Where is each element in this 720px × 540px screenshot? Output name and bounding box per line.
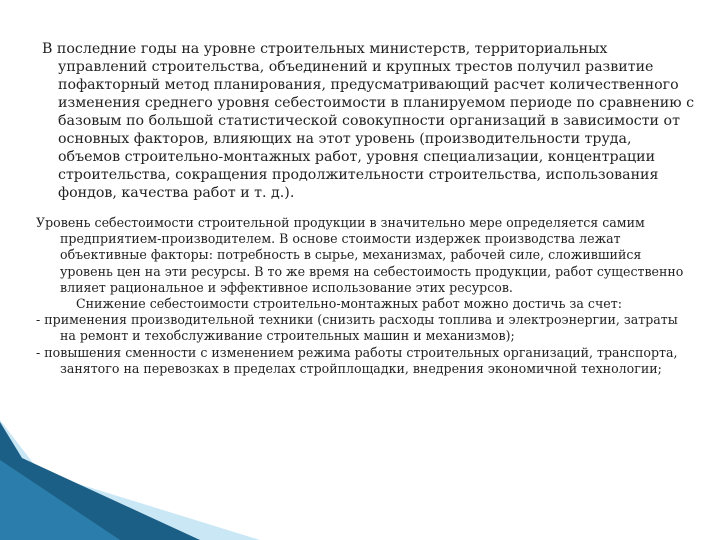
intro-paragraph xyxy=(42,40,698,202)
cost-level-paragraph: Уровень себестоимости строительной продукции в значительно мере определяется самим предприятием-производителем. В основе стоимости издержек производства лежат объективные факторы: потребность в сырье, механизмах, рабочей силе, сложившийся уровень цен на эти ресурсы. В то же время на себестоимость продукции, работ существенно влияет рациональное и эффективное использование этих ресурсов. xyxy=(36,215,684,295)
list-item: - повышения сменности с изменением режима работы строительных организаций, транспорта, занятого на перевозках в пределах стройплощадки, внедрения экономичной технологии; xyxy=(36,344,678,376)
cost-reduction-heading: Снижение себестоимости строительно-монтажных работ можно достичь за счет: xyxy=(76,296,622,312)
list-item: - применения производительной техники (снизить расходы топлива и электроэнергии, затраты на ремонт и техобслуживание строительных машин и механизмов); xyxy=(36,312,678,344)
corner-decoration xyxy=(0,420,720,540)
intro-paragraph-text: В последние годы на уровне строительных министерств, территориальных управлений строительства, объединений и крупных трестов получил развитие пофакторный метод планирования, предусматривающий расчет количественного изменения среднего уровня себестоимости в планируемом периоде по сравнению с базовым по большой статистической совокупности организаций в зависимости от основных факторов, влияющих на этот уровень (производительности труда, объемов строительно-монтажных работ, уровня специализации, концентрации строительства, сокращения продолжительности строительства, использования фондов, качества работ и т. д.). xyxy=(42,41,695,201)
body-section xyxy=(36,215,686,377)
